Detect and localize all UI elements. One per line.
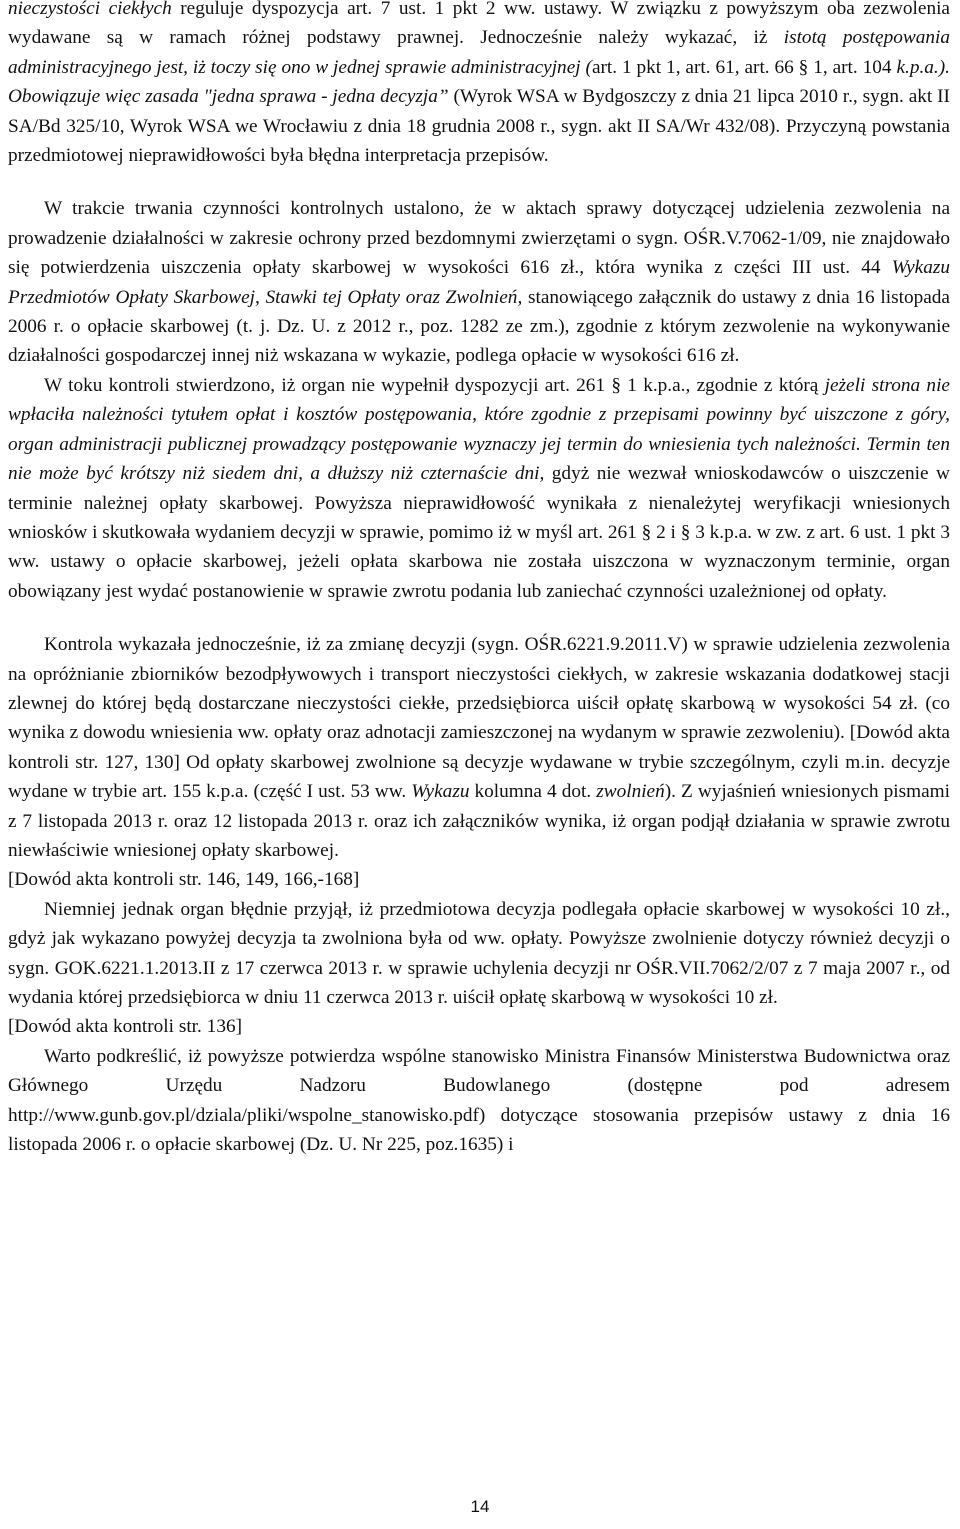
paragraph-joint-position xyxy=(8,1042,950,1160)
text-segment: Wykazu Przedmiotów Opłaty Skarbowej, Stawki tej Opłaty oraz Zwolnień, xyxy=(8,257,950,308)
text-segment: Niemniej jednak organ błędnie przyjął, iż przedmiotowa decyzja podlegała opłacie skarbowej w wysokości 10 zł., gdyż jak wykazano powyżej decyzja ta zwolniona była od ww. opłaty. Powyższe zwolnienie dotyczy również decyzji o sygn. GOK.6221.1.2013.II z 17 czerwca 2013 r. w sprawie uchylenia decyzji nr OŚR.VII.7062/2/07 z 7 maja 2007 r., od wydania której przedsiębiorca w dniu 11 czerwca 2013 r. uiścił opłatę skarbową w wysokości 10 zł. xyxy=(8,898,950,1008)
text-segment: zwolnień xyxy=(596,781,665,803)
text-segment: ). Z wyjaśnień wniesionych pismami z 7 listopada 2013 r. oraz 12 listopada 2013 r. oraz ich załączników wynika, iż organ podjął działania w sprawie zwrotu niewłaściwie wniesionej opłaty skarbowej. xyxy=(8,781,950,861)
paragraph-stamp-duty-finding xyxy=(8,194,950,370)
paragraph-legal-basis xyxy=(8,0,950,170)
paragraph-exemption-error xyxy=(8,895,950,1013)
text-segment: Warto podkreślić, iż powyższe potwierdza wspólne stanowisko Ministra Finansów Ministerstwa Budownictwa oraz Głównego Urzędu Nadzoru Budowlanego (dostępne pod adresem http://www.gunb.gov.pl/dziala/pliki/wspolne_stanowisko.pdf) dotyczące stosowania przepisów ustawy z dnia 16 listopada 2006 r. o opłacie skarbowej (Dz. U. Nr 225, poz.1635) i xyxy=(8,1045,950,1156)
text-segment: istotą postępowania administracyjnego jest, iż toczy się ono w jednej sprawie administracyjnej ( xyxy=(8,27,950,78)
paragraph-kpa-article-261 xyxy=(8,371,950,606)
text-segment: nieczystości ciekłych xyxy=(8,0,172,19)
text-segment: kolumna 4 dot. xyxy=(469,781,597,803)
text-segment: k.p.a.). Obowiązuje więc zasada "jedna sprawa - jedna decyzja” xyxy=(8,56,950,108)
paragraph-decision-change xyxy=(8,630,950,865)
evidence-reference-1: [Dowód akta kontroli str. 146, 149, 166,-168] xyxy=(8,869,360,891)
text-segment: (Wyrok WSA w Bydgoszczy z dnia 21 lipca 2010 r., sygn. akt II SA/Bd 325/10, Wyrok WSA we Wrocławiu z dnia 18 grudnia 2008 r., sygn. akt II SA/Wr 432/08). Przyczyną powstania przedmiotowej nieprawidłowości była błędna interpretacja przepisów. xyxy=(8,86,950,167)
text-segment: jeżeli strona nie wpłaciła należności tytułem opłat i kosztów postępowania, które zgodnie z przepisami powinny być uiszczone z góry, organ administracji publicznej prowadzący postępowanie wyznaczy jej termin do wniesienia tych należności. Termin ten nie może być krótszy niż siedem dni, a dłuższy niż czternaście dni, xyxy=(8,374,950,485)
text-segment: W trakcie trwania czynności kontrolnych ustalono, że w aktach sprawy dotyczącej udzielenia zezwolenia na prowadzenie działalności w zakresie ochrony przed bezdomnymi zwierzętami o sygn. OŚR.V.7062-1/09, nie znajdowało się potwierdzenia uiszczenia opłaty skarbowej w wysokości 616 zł., która wynika z części III ust. 44 xyxy=(8,198,950,279)
page-number: 14 xyxy=(470,1497,490,1516)
text-segment: reguluje dyspozycja art. 7 ust. 1 pkt 2 ww. ustawy. W związku z powyższym oba zezwolenia wydawane są w ramach różnej podstawy prawnej. Jednocześnie należy wykazać, iż xyxy=(8,0,950,49)
text-segment: art. 1 pkt 1, art. 61, art. 66 § 1, art. 104 xyxy=(591,56,897,78)
text-segment: Kontrola wykazała jednocześnie, iż za zmianę decyzji (sygn. OŚR.6221.9.2011.V) w sprawie udzielenia zezwolenia na opróżnianie zbiorników bezodpływowych i transport nieczystości ciekłych, w zakresie wskazania dodatkowej stacji zlewnej do której będą dostarczane nieczystości ciekłe, przedsiębiorca uiścił opłatę skarbową w wysokości 54 zł. (co wynika z dowodu wniesienia ww. opłaty oraz adnotacji zamieszczonej na wydanym w sprawie zezwoleniu). [Dowód akta kontroli str. 127, 130] Od opłaty skarbowej zwolnione są decyzje wydawane w trybie szczególnym, czyli m.in. decyzje wydane w trybie art. 155 k.p.a. (część I ust. 53 ww. xyxy=(8,634,950,803)
text-segment: Wykazu xyxy=(411,781,470,803)
text-segment: gdyż nie wezwał wnioskodawców o uiszczenie w terminie należnej opłaty skarbowej. Powyższa nieprawidłowość wynikała z nienależytej weryfikacji wniesionych wniosków i skutkowała wydaniem decyzji w sprawie, pomimo iż w myśl art. 261 § 2 i § 3 k.p.a. w zw. z art. 6 ust. 1 pkt 3 ww. ustawy o opłacie skarbowej, jeżeli opłata skarbowa nie została uiszczona w wyznaczonym terminie, organ obowiązany jest wydać postanowienie w sprawie zwrotu podania lub zaniechać czynności uzależnionej od opłaty. xyxy=(8,463,950,602)
text-segment: W toku kontroli stwierdzono, iż organ nie wypełnił dyspozycji art. 261 § 1 k.p.a., zgodnie z którą xyxy=(44,374,825,396)
text-segment: stanowiącego załącznik do ustawy z dnia 16 listopada 2006 r. o opłacie skarbowej (t. j. Dz. U. z 2012 r., poz. 1282 ze zm.), zgodnie z którym zezwolenie na wykonywanie działalności gospodarczej innej niż wskazana w wykazie, podlega opłacie w wysokości 616 zł. xyxy=(8,286,950,367)
evidence-reference-2: [Dowód akta kontroli str. 136] xyxy=(8,1016,243,1038)
